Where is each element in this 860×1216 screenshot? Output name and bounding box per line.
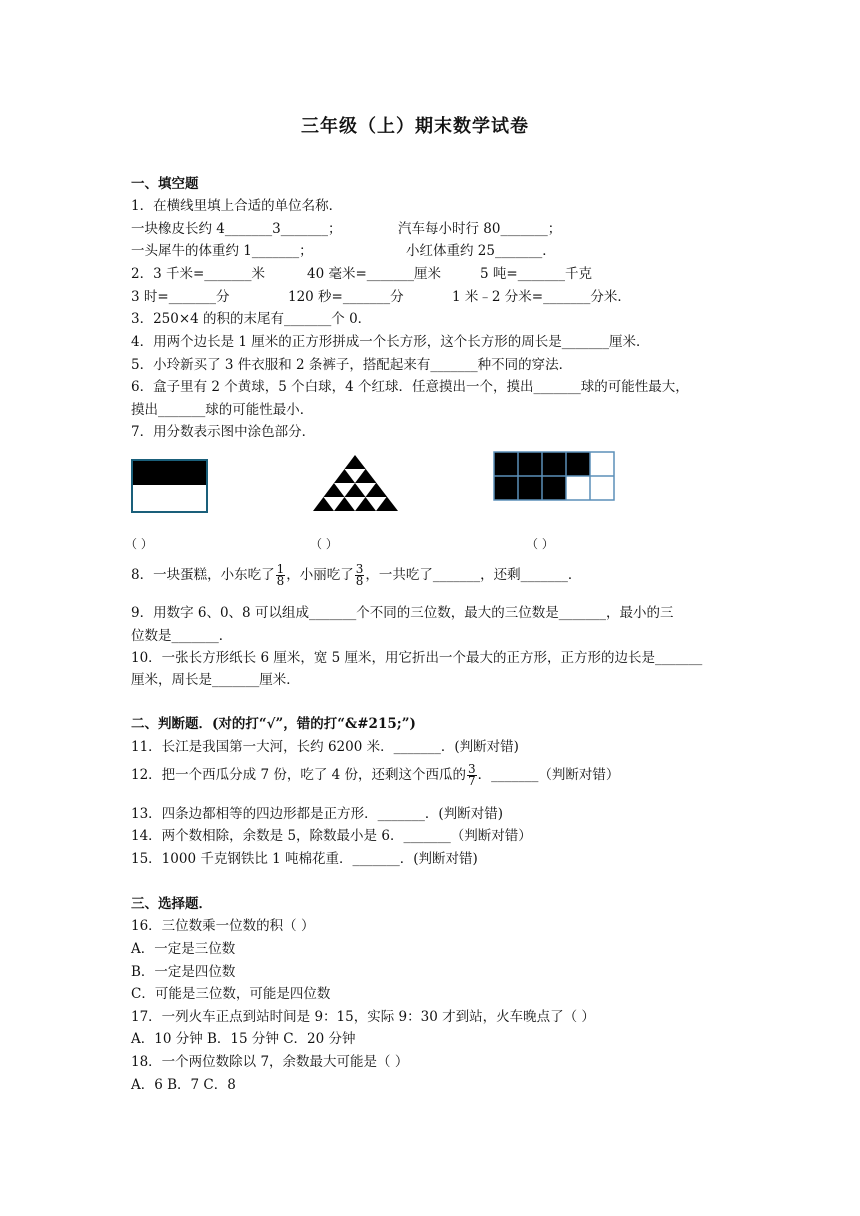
question-8-end: ，一共吃了_______，还剩_______． <box>365 567 582 583</box>
question-2-b: 40 毫米=_______厘米 <box>307 266 442 282</box>
figure-triangle <box>310 452 410 514</box>
question-1-d: 小红体重约 25_______． <box>406 243 556 259</box>
question-14: 14．两个数相除，余数是 5，除数最小是 6．_______（判断对错） <box>131 828 532 844</box>
question-16-option-a: A．一定是三位数 <box>131 941 236 957</box>
page-title: 三年级（上）期末数学试卷 <box>301 116 529 137</box>
question-10-a: 10．一张长方形纸长 6 厘米，宽 5 厘米，用它折出一个最大的正方形，正方形的边长是_______ <box>131 650 703 666</box>
question-16-option-c: C．可能是三位数，可能是四位数 <box>131 986 331 1002</box>
question-13: 13．四条边都相等的四边形都是正方形．_______．(判断对错) <box>131 806 503 822</box>
fraction-denominator: 8 <box>355 574 364 588</box>
question-2-f: 1 米﹣2 分米=_______分米． <box>452 289 631 305</box>
question-9-b: 位数是_______． <box>131 628 233 644</box>
question-8-middle: ，小丽吃了 <box>286 567 354 583</box>
fraction-denominator: 8 <box>276 574 285 588</box>
question-1: 1．在横线里填上合适的单位名称． <box>131 198 343 214</box>
grid-cell-1-3 <box>542 452 566 476</box>
fraction-numerator: 3 <box>468 762 476 776</box>
figure-grid <box>493 451 617 503</box>
question-2-c: 5 吨=_______千克 <box>480 266 592 282</box>
question-8 <box>131 562 581 588</box>
fraction-numerator: 3 <box>355 562 364 576</box>
answer-blank-3: （ ） <box>526 537 554 551</box>
question-18: 18．一个两位数除以 7，余数最大可能是（ ） <box>131 1054 409 1070</box>
question-1-c: 一头犀牛的体重约 1_______； <box>131 243 313 259</box>
question-11: 11．长江是我国第一大河，长约 6200 米．_______．(判断对错) <box>131 739 519 755</box>
question-7: 7．用分数表示图中涂色部分． <box>131 424 316 440</box>
question-6-a: 6．盒子里有 2 个黄球，5 个白球，4 个红球．任意摸出一个，摸出_______球的可能性最大， <box>131 379 689 395</box>
question-4: 4．用两个边长是 1 厘米的正方形拼成一个长方形，这个长方形的周长是_______厘米． <box>131 334 650 350</box>
section-2-heading: 二、判断题．(对的打“√”，错的打“&#215;”) <box>131 716 416 732</box>
question-15: 15．1000 千克钢铁比 1 吨棉花重．_______．(判断对错) <box>131 851 478 867</box>
grid-cell-2-3 <box>542 476 566 500</box>
question-2-a: 2．3 千米=_______米 <box>131 266 266 282</box>
fraction-numerator: 1 <box>276 562 285 576</box>
question-12-end: ．_______（判断对错） <box>477 767 620 783</box>
question-3: 3．250×4 的积的末尾有_______个 0． <box>131 311 372 327</box>
question-2-d: 3 时=_______分 <box>131 289 230 305</box>
question-5: 5．小玲新买了 3 件衣服和 2 条裤子，搭配起来有_______种不同的穿法． <box>131 357 573 373</box>
grid-cell-2-1 <box>494 476 518 500</box>
question-16-option-b: B．一定是四位数 <box>131 964 236 980</box>
question-9-a: 9．用数字 6、0、8 可以组成_______个不同的三位数，最大的三位数是_______，最小的三 <box>131 605 674 621</box>
section-1-heading: 一、填空题 <box>131 176 199 192</box>
fraction-1-8 <box>276 564 286 587</box>
question-1-a: 一块橡皮长约 4_______3_______； <box>131 221 342 237</box>
question-8-start: 8．一块蛋糕，小东吃了 <box>131 567 275 583</box>
grid-cell-1-1 <box>494 452 518 476</box>
question-17-options: A．10 分钟 B．15 分钟 C．20 分钟 <box>131 1031 356 1047</box>
section-3-heading: 三、选择题． <box>131 896 212 912</box>
question-12-start: 12．把一个西瓜分成 7 份，吃了 4 份，还剩这个西瓜的 <box>131 767 467 783</box>
question-18-options: A．6 B．7 C．8 <box>131 1077 236 1093</box>
answer-blank-1: （ ） <box>125 537 153 551</box>
question-1-b: 汽车每小时行 80_______； <box>398 221 562 237</box>
question-16: 16．三位数乘一位数的积（ ） <box>131 918 315 934</box>
fraction-3-7 <box>467 764 477 787</box>
fraction-denominator: 7 <box>468 774 476 788</box>
question-17: 17．一列火车正点到站时间是 9：15，实际 9：30 才到站，火车晚点了（ ） <box>131 1009 595 1025</box>
answer-blank-2: （ ） <box>310 537 338 551</box>
figure-half-rectangle <box>130 457 210 517</box>
question-12 <box>131 762 619 788</box>
grid-cell-2-2 <box>518 476 542 500</box>
rectangle-shaded-half <box>132 460 207 485</box>
grid-cell-1-4 <box>566 452 590 476</box>
grid-cell-1-2 <box>518 452 542 476</box>
question-2-e: 120 秒=_______分 <box>288 289 404 305</box>
question-10-b: 厘米，周长是_______厘米． <box>131 672 300 688</box>
question-6-b: 摸出_______球的可能性最小． <box>131 402 314 418</box>
fraction-3-8 <box>355 564 365 587</box>
